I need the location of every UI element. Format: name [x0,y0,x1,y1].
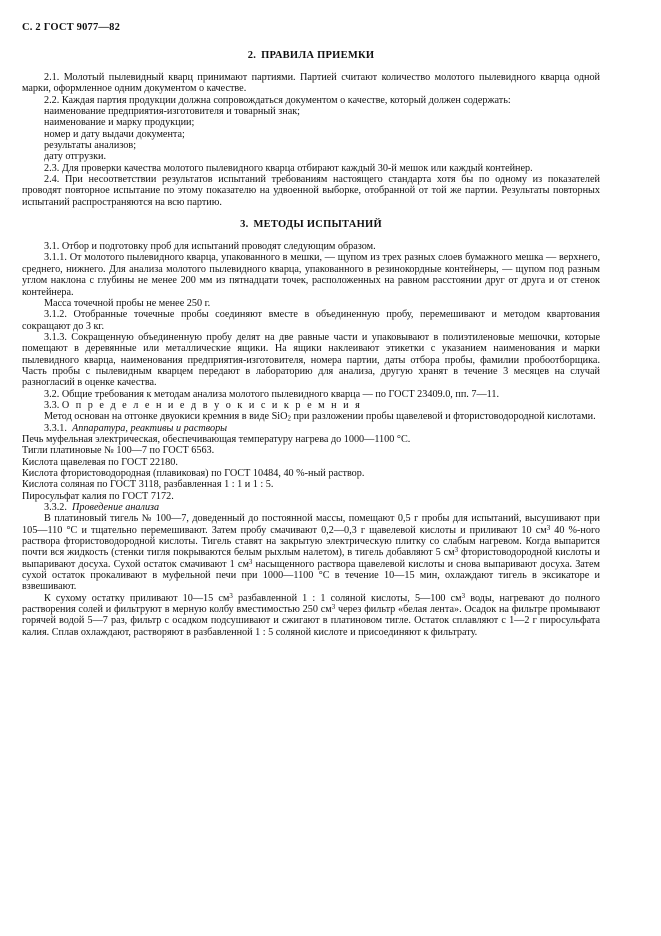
paragraph-3-3-2-number: 3.3.2. [44,502,67,514]
list-item: номер и дату выдачи документа; [44,128,185,140]
paragraph-3-1-2: 3.1.2. Отобранные точечные пробы соединяют вместе в объединенную пробу, перемешивают и методом квартования сокращают до 3 кг. [22,309,600,332]
paragraph-3-3-1-heading [22,423,600,434]
reagent-item: Кислота соляная по ГОСТ 3118, разбавленная 1 : 1 и 1 : 5. [22,479,274,491]
section-2-title: ПРАВИЛА ПРИЕМКИ [261,50,375,61]
paragraph-3-3-1-number: 3.3.1. [44,422,67,434]
analysis-text-b1: К сухому остатку приливают 10—15 см [44,592,230,604]
paragraph-3-3-method [22,411,600,422]
cubic-cm-superscript: 3 [229,592,233,600]
paragraph-3-3-2-title: Проведение анализа [72,502,160,514]
reagent-item: Кислота фтористоводородная (плавиковая) по ГОСТ 10484, 40 %-ный раствор. [22,468,365,479]
section-heading-3 [22,219,600,231]
paragraph-3-3-1-title: Аппаратура, реактивы и растворы [72,422,228,434]
analysis-text-b4: через фильтр «белая лента». Осадок на фильтре промывают горячей водой 5—7 раз, фильтр с осадком подсушивают и сжигают в платиновом тигле. Остаток сплавляют с 1—2 г пиросульфата калия. Сплав охлаждают, растворяют в разбавленной 1 : 5 соляной кислоте и присоединяют к фильтрату. [22,604,600,638]
analysis-text-a2: 40 %-ного раствора фтористоводородной кислоты. Тигель ставят на закрытую электрическую плитку со слабым нагревом. Когда выпарится почти вся жидкость (стенки тигля покрываются белым рыхлым налетом), в тигель добавляют 5 см [22,524,600,559]
cubic-cm-superscript: 3 [248,558,253,566]
paragraph-2-2: 2.2. Каждая партия продукции должна сопровождаться документом о качестве, который должен содержать: [44,94,511,106]
paragraph-2-4: 2.4. При несоответствии результатов испытаний требованиям настоящего стандарта хотя бы по одному из показателей проводят повторное испытание по этому показателю на удвоенной выборке, отобранной от той же партии. Результаты повторных испытаний распространяются на всю партию. [22,174,600,208]
section-2-number: 2. [247,50,257,61]
list-item: дату отгрузки. [44,151,107,163]
reagent-item: Кислота щавелевая по ГОСТ 22180. [22,456,178,468]
paragraph-2-3: 2.3. Для проверки качества молотого пылевидного кварца отбирают каждый 30-й мешок или каждый контейнер. [44,162,533,174]
cubic-cm-superscript: 3 [454,547,459,555]
list-item: наименование и марку продукции; [44,117,195,129]
section-3-title: МЕТОДЫ ИСПЫТАНИЙ [253,219,382,231]
paragraph-3-3-heading [22,400,600,411]
section-3-number: 3. [240,219,249,231]
analysis-text-b3: воды, нагревают до полного растворения солей и фильтруют в мерную колбу вместимостью 250 см [22,592,600,616]
cubic-cm-superscript: 3 [331,604,336,612]
paragraph-2-1: 2.1. Молотый пылевидный кварц принимают партиями. Партией считают количество молотого пылевидного кварца одной марки, оформленное одним документом о качестве. [22,72,600,95]
paragraph-3-1: 3.1. Отбор и подготовку проб для испытаний проводят следующим образом. [44,241,376,253]
paragraph-3-3-2-body-b [22,593,600,638]
list-item: наименование предприятия-изготовителя и товарный знак; [44,106,300,118]
list-item: результаты анализов; [44,140,137,152]
reagent-item: Тигли платиновые № 100—7 по ГОСТ 6563. [22,445,215,457]
reagent-item: Пиросульфат калия по ГОСТ 7172. [22,490,174,502]
analysis-text-a4: насыщенного раствора щавелевой кислоты и снова выпаривают досуха. Затем сухой остаток прокаливают в муфельной печи при 1000—1100 °С в течение 10—15 мин, охлаждают тигель в эксикаторе и взвешивают. [22,558,600,593]
paragraph-3-3-number: 3.3. [44,399,60,411]
paragraph-3-3-2-heading [22,502,600,513]
analysis-text-a3: фтористоводородной кислоты и выпаривают досуха. Сухой остаток смачивают 1 см [22,547,600,570]
section-heading-2 [22,50,600,62]
method-text-before: Метод основан на отгонке двуокиси кремния в виде SiO [44,411,288,423]
paragraph-3-2: 3.2. Общие требования к методам анализа молотого пылевидного кварца — по ГОСТ 23409.0, пп. 7—11. [44,388,500,400]
paragraph-3-1-1: 3.1.1. От молотого пылевидного кварца, упакованного в мешки, — щупом из трех разных слоев бумажного мешка — верхнего, среднего, нижнего. Для анализа молотого пылевидного кварца, упакованного в резинокордные контейнеры, — щупом под разным углом наклона с глубины не менее 200 мм из пятнадцати точек, расположенных на равном расстоянии друг от друга и от стенок контейнера. [22,252,600,298]
reagent-item: Печь муфельная электрическая, обеспечивающая температуру нагрева до 1000—1100 °С. [22,433,411,445]
paragraph-3-3-title: О п р е д е л е н и е д в у о к и с и к р е м н и я [61,399,362,411]
page-header: С. 2 ГОСТ 9077—82 [22,22,121,33]
paragraph-3-3-2-body-a [22,513,600,592]
paragraph-3-1-3: 3.1.3. Сокращенную объединенную пробу делят на две равные части и упаковывают в полиэтиленовые мешочки, которые помещают в деревянные или металлические ящики. На ящики наклеивают этикетки с указанием наименования и марки пылевидного кварца, наименования предприятия-изготовителя, номера партии, даты отбора пробы, фамилии пробоотборщика. Часть пробы с пылевидным кварцем передают в лабораторию для анализа, другую хранят в течение 3 месяцев на случай разногласий в оценке качества. [22,331,600,389]
paragraph-3-1-1-mass: Масса точечной пробы не менее 250 г. [44,297,211,309]
cubic-cm-superscript: 3 [461,592,466,600]
cubic-cm-superscript: 3 [546,524,551,532]
analysis-text-b2: разбавленной 1 : 1 соляной кислоты, 5—100 см [232,592,462,604]
analysis-text-a1: В платиновый тигель № 100—7, доведенный до постоянной массы, помещают 0,5 г пробы для испытаний, высушивают при 105—110 °С и тщательно перемешивают. Затем пробу смачивают 0,2—0,3 г щавелевой кислоты и приливают 10 см [22,513,600,536]
sio2-subscript: 2 [287,415,291,423]
method-text-after: при разложении пробы щавелевой и фтористоводородной кислотами. [290,411,596,423]
